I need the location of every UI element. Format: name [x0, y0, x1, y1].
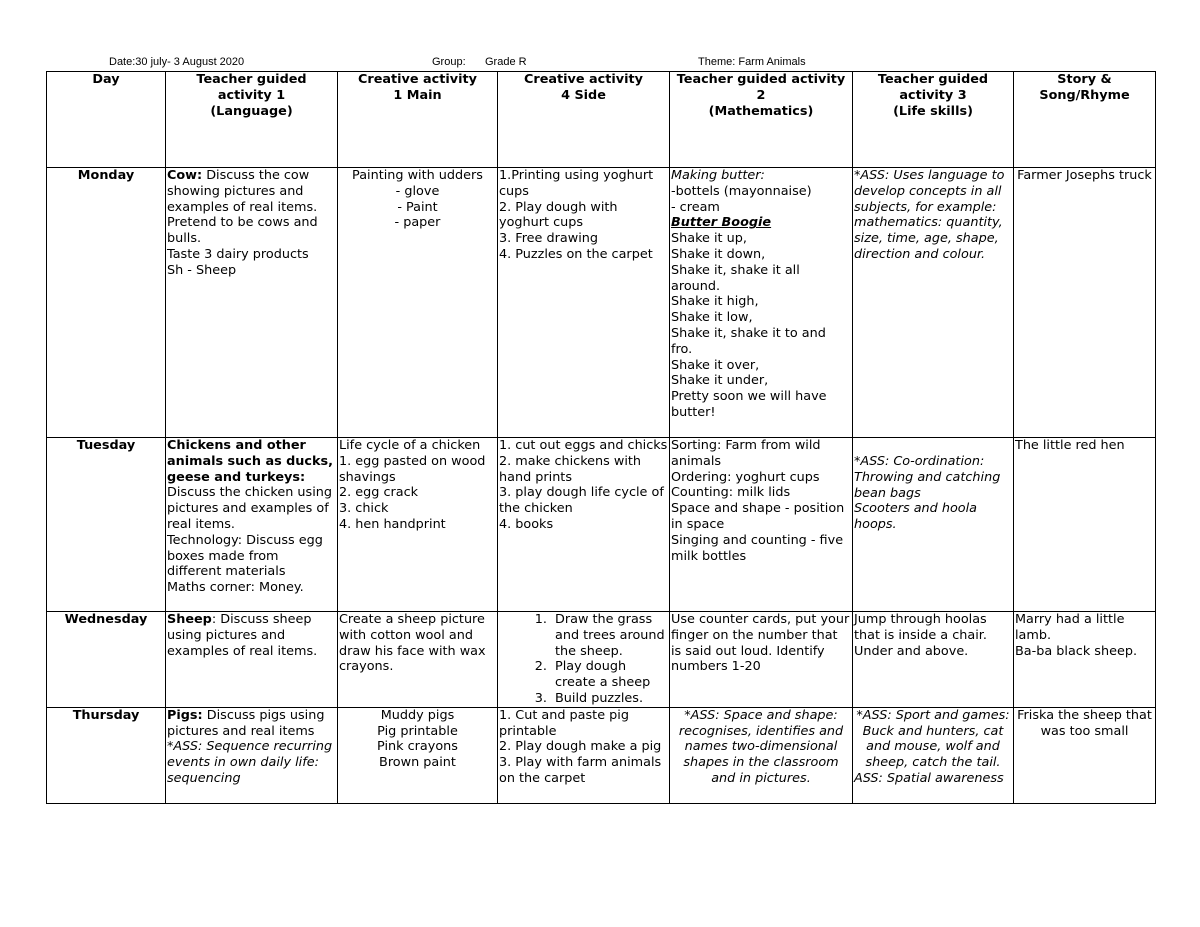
thursday-creative-main: Muddy pigs Pig printable Pink crayons Brown paint: [338, 707, 498, 803]
col-story: Story & Song/Rhyme: [1014, 72, 1156, 168]
header-row: [47, 72, 1156, 168]
col-teacher-guided-3: Teacher guided activity 3 (Life skills): [853, 72, 1014, 168]
monday-mathematics: Making butter: -bottels (mayonnaise) - cream Butter Boogie Shake it up, Shake it down, Shake it, shake it all around. Shake it high, Shake it low, Shake it, shake it to and fro. Shake it over, Shake it under, Pretty soon we will have butter!: [670, 168, 853, 438]
list-item: 2. Play dough create a sheep: [551, 659, 668, 691]
monday-creative-side: 1.Printing using yoghurt cups 2. Play dough with yoghurt cups 3. Free drawing 4. Puzzles on the carpet: [498, 168, 670, 438]
tuesday-mathematics: Sorting: Farm from wild animals Ordering: yoghurt cups Counting: milk lids Space and shape - position in space Singing and counting - five milk bottles: [670, 438, 853, 612]
day-tuesday: Tuesday: [47, 438, 166, 612]
butter-boogie-title: Butter Boogie: [671, 215, 772, 231]
day-monday: Monday: [47, 168, 166, 438]
tuesday-language: Chickens and other animals such as ducks, geese and turkeys: Discuss the chicken using pictures and examples of real items. Technology: Discuss egg boxes made from different materials Maths corner: Money.: [166, 438, 338, 612]
col-teacher-guided-1: Teacher guided activity 1 (Language): [166, 72, 338, 168]
thursday-creative-side: 1. Cut and paste pig printable 2. Play dough make a pig 3. Play with farm animals on the carpet: [498, 707, 670, 803]
wednesday-mathematics: Use counter cards, put your finger on the number that is said out loud. Identify numbers 1-20: [670, 612, 853, 708]
thursday-language: Pigs: Discuss pigs using pictures and real items *ASS: Sequence recurring events in own daily life: sequencing: [166, 707, 338, 803]
wednesday-creative-side: [498, 612, 670, 708]
wednesday-creative-main: Create a sheep picture with cotton wool and draw his face with wax crayons.: [338, 612, 498, 708]
col-creative-1: Creative activity 1 Main: [338, 72, 498, 168]
tuesday-creative-main: Life cycle of a chicken 1. egg pasted on wood shavings 2. egg crack 3. chick 4. hen handprint: [338, 438, 498, 612]
col-creative-4: Creative activity 4 Side: [498, 72, 670, 168]
tuesday-life-skills: *ASS: Co-ordination: Throwing and catching bean bags Scooters and hoola hoops.: [853, 438, 1014, 612]
monday-story: Farmer Josephs truck: [1014, 168, 1156, 438]
monday-life-skills: *ASS: Uses language to develop concepts in all subjects, for example: mathematics: quantity, size, time, age, shape, direction and colour.: [853, 168, 1014, 438]
col-teacher-guided-2: Teacher guided activity 2 (Mathematics): [670, 72, 853, 168]
lesson-plan-table: [46, 71, 1156, 804]
day-wednesday: Wednesday: [47, 612, 166, 708]
monday-creative-main: Painting with udders - glove - Paint - paper: [338, 168, 498, 438]
header-theme: Theme: Farm Animals: [698, 56, 806, 68]
wednesday-story: Marry had a little lamb. Ba-ba black sheep.: [1014, 612, 1156, 708]
header-group-label: Group:: [432, 56, 466, 68]
col-day: Day: [47, 72, 166, 168]
wednesday-language: Sheep: Discuss sheep using pictures and examples of real items.: [166, 612, 338, 708]
tuesday-story: The little red hen: [1014, 438, 1156, 612]
tuesday-row: [47, 438, 1156, 612]
header-group-value: Grade R: [485, 56, 527, 68]
monday-row: [47, 168, 1156, 438]
header-date: Date:30 july- 3 August 2020: [109, 56, 245, 68]
thursday-mathematics: *ASS: Space and shape: recognises, identifies and names two-dimensional shapes in the classroom and in pictures.: [670, 707, 853, 803]
day-thursday: Thursday: [47, 707, 166, 803]
thursday-life-skills: *ASS: Sport and games: Buck and hunters, cat and mouse, wolf and sheep, catch the tail. ASS: Spatial awareness: [853, 707, 1014, 803]
thursday-row: [47, 707, 1156, 803]
list-item: 1. Draw the grass and trees around the sheep.: [551, 612, 668, 659]
wednesday-row: [47, 612, 1156, 708]
tuesday-creative-side: 1. cut out eggs and chicks 2. make chickens with hand prints 3. play dough life cycle of the chicken 4. books: [498, 438, 670, 612]
list-item: 3. Build puzzles.: [551, 691, 668, 707]
monday-language: Cow: Discuss the cow showing pictures and examples of real items. Pretend to be cows and bulls. Taste 3 dairy products Sh - Sheep: [166, 168, 338, 438]
thursday-story: Friska the sheep that was too small: [1014, 707, 1156, 803]
wednesday-life-skills: Jump through hoolas that is inside a chair. Under and above.: [853, 612, 1014, 708]
